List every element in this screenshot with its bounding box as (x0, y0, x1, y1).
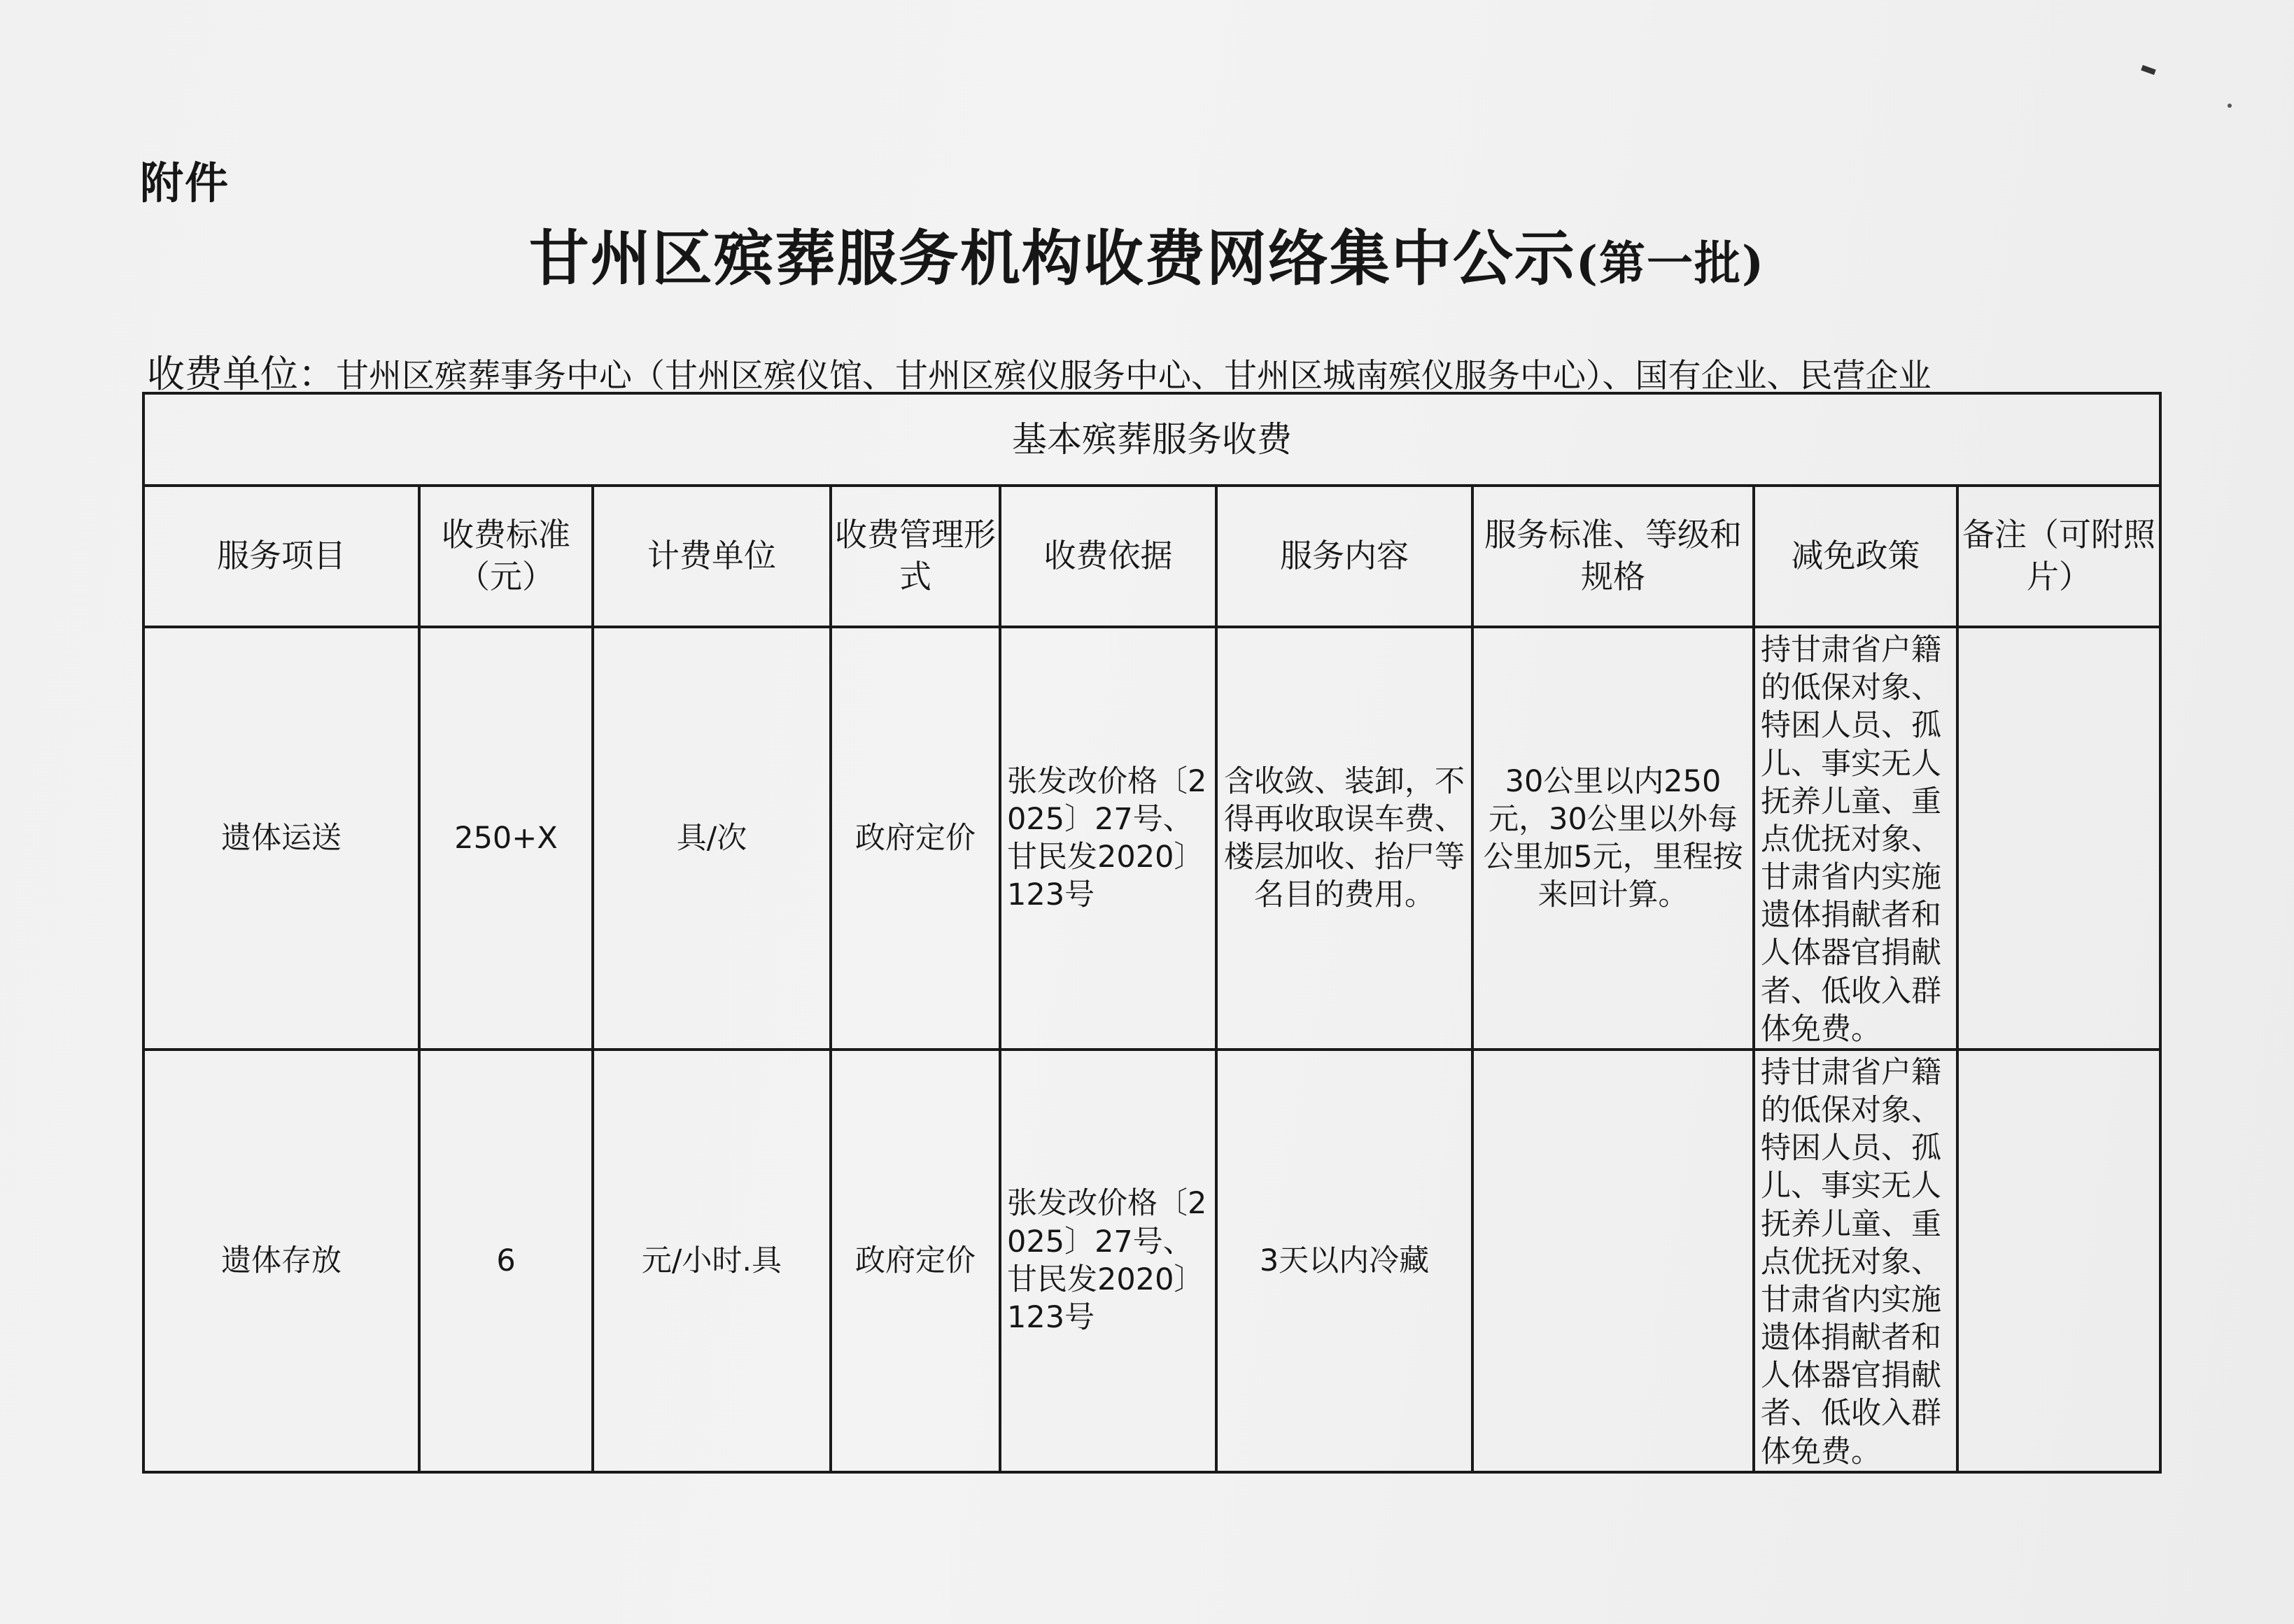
cell-fee-standard: 250+X (419, 627, 593, 1050)
cell-service-item: 遗体存放 (143, 1050, 419, 1472)
cell-remarks (1957, 1050, 2160, 1472)
cell-service-content: 含收敛、装卸，不得再收取误车费、楼层加收、抬尸等名目的费用。 (1216, 627, 1472, 1050)
cell-fee-standard: 6 (419, 1050, 593, 1472)
attachment-label: 附件 (140, 157, 230, 209)
header-remarks: 备注（可附照片） (1957, 486, 2160, 627)
cell-exemption-policy: 持甘肃省户籍的低保对象、特困人员、孤儿、事实无人抚养儿童、重点优抚对象、甘肃省内实施遗体捐献者和人体器官捐献者、低收入群体免费。 (1754, 1050, 1957, 1472)
title-batch: (第一批) (1575, 236, 1766, 290)
scan-speck (2228, 104, 2232, 108)
cell-billing-unit: 具/次 (593, 627, 831, 1050)
cell-service-content: 3天以内冷藏 (1216, 1050, 1472, 1472)
charging-unit (147, 344, 1931, 398)
cell-service-standard: 30公里以内250元，30公里以外每公里加5元，里程按来回计算。 (1472, 627, 1754, 1050)
section-title: 基本殡葬服务收费 (143, 393, 2160, 486)
document-title (0, 210, 2294, 297)
table-row (143, 627, 2160, 1050)
header-service-item: 服务项目 (143, 486, 419, 627)
cell-remarks (1957, 627, 2160, 1050)
header-service-standard: 服务标准、等级和规格 (1472, 486, 1754, 627)
title-main: 甘州区殡葬服务机构收费网络集中公示 (528, 223, 1576, 294)
cell-management-form: 政府定价 (831, 627, 1000, 1050)
header-service-content: 服务内容 (1216, 486, 1472, 627)
charging-unit-label: 收费单位： (147, 352, 336, 396)
header-row (143, 486, 2160, 627)
table-row (143, 1050, 2160, 1472)
cell-service-item: 遗体运送 (143, 627, 419, 1050)
cell-service-standard (1472, 1050, 1754, 1472)
header-management-form: 收费管理形式 (831, 486, 1000, 627)
header-billing-unit: 计费单位 (593, 486, 831, 627)
scan-speck (2141, 65, 2156, 75)
cell-billing-unit: 元/小时.具 (593, 1050, 831, 1472)
fee-table (142, 392, 2162, 1474)
charging-unit-value: 甘州区殡葬事务中心（甘州区殡仪馆、甘州区殡仪服务中心、甘州区城南殡仪服务中心）、国有企业、民营企业 (336, 357, 1931, 395)
header-fee-standard: 收费标准（元） (419, 486, 593, 627)
header-exemption-policy: 减免政策 (1754, 486, 1957, 627)
cell-exemption-policy: 持甘肃省户籍的低保对象、特困人员、孤儿、事实无人抚养儿童、重点优抚对象、甘肃省内实施遗体捐献者和人体器官捐献者、低收入群体免费。 (1754, 627, 1957, 1050)
section-row (143, 393, 2160, 486)
cell-management-form: 政府定价 (831, 1050, 1000, 1472)
cell-fee-basis: 张发改价格〔2025〕27号、甘民发2020〕123号 (1000, 1050, 1216, 1472)
cell-fee-basis: 张发改价格〔2025〕27号、甘民发2020〕123号 (1000, 627, 1216, 1050)
header-fee-basis: 收费依据 (1000, 486, 1216, 627)
